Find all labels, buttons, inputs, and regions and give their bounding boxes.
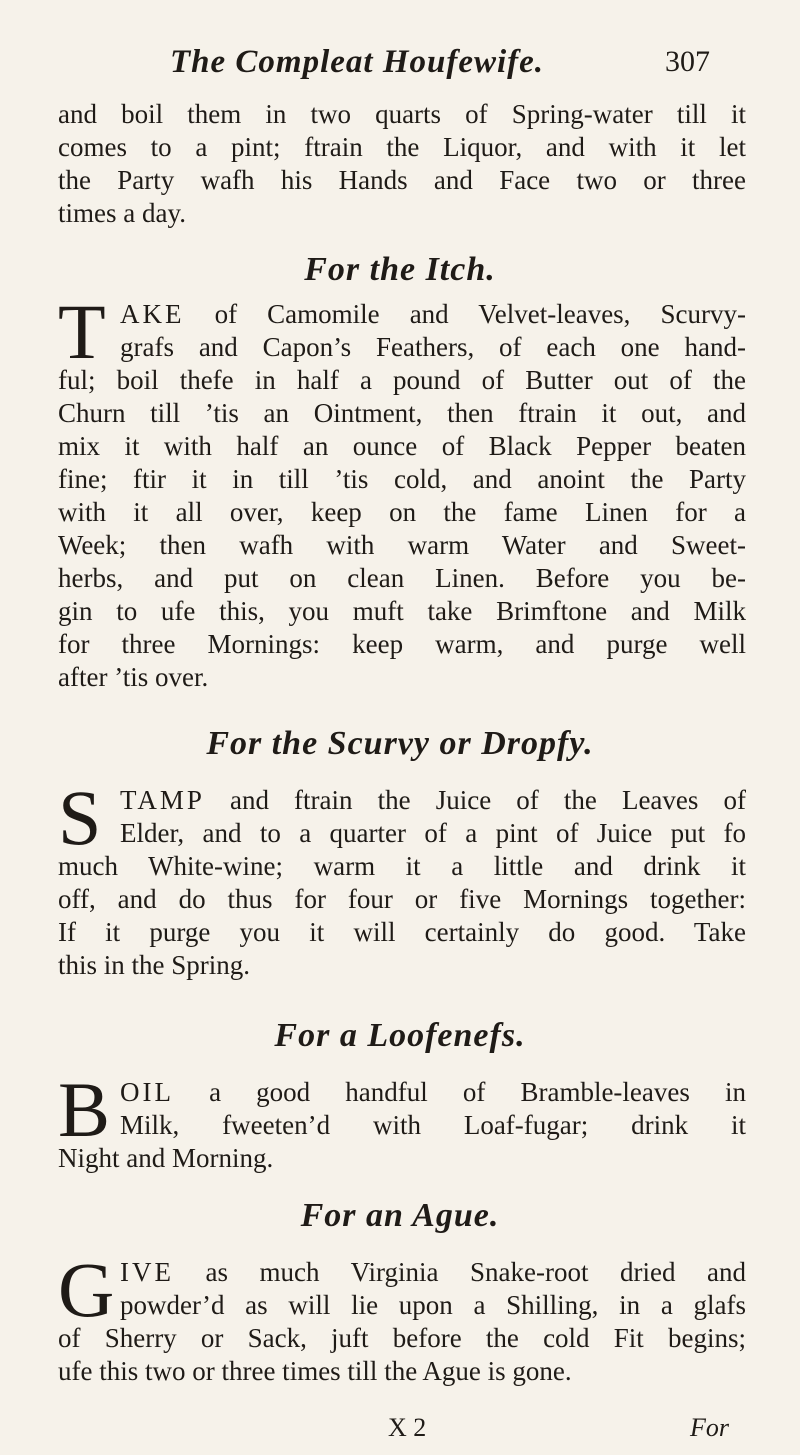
text-line: comes to a pint; ftrain the Liquor, and with it let <box>58 132 746 162</box>
intro-paragraph <box>58 98 746 230</box>
catchword: For <box>690 1413 729 1442</box>
first-word: IVE <box>120 1257 174 1287</box>
line-text: as much Virginia Snake-root dried and <box>173 1257 746 1287</box>
section-heading-ague: For an Ague. <box>300 1197 500 1234</box>
text-line: off, and do thus for four or five Mornings together: <box>58 884 746 914</box>
drop-cap: G <box>58 1246 115 1333</box>
text-line: ufe this two or three times till the Ague is gone. <box>58 1356 572 1386</box>
text-line: times a day. <box>58 198 186 228</box>
text-line: Night and Morning. <box>58 1143 274 1173</box>
page-number: 307 <box>665 45 710 78</box>
line-text: and ftrain the Juice of the Leaves of <box>204 785 746 815</box>
text-line: gin to ufe this, you muft take Brimftone and Milk <box>58 596 746 626</box>
first-word: AKE <box>120 299 185 329</box>
text-line <box>58 1076 746 1109</box>
text-line <box>58 298 746 331</box>
text-line: mix it with half an ounce of Black Pepper beaten <box>58 431 746 461</box>
section-body-scurvy <box>58 774 746 982</box>
text-line: Week; then wafh with warm Water and Sweet- <box>58 530 746 560</box>
text-line: If it purge you it will certainly do good. Take <box>58 917 746 947</box>
running-head <box>170 40 730 90</box>
drop-cap: T <box>58 288 106 375</box>
text-line: Milk, fweeten’d with Loaf-fugar; drink it <box>120 1110 746 1140</box>
text-line <box>58 1256 746 1289</box>
text-line: the Party wafh his Hands and Face two or three <box>58 165 746 195</box>
text-line: powder’d as will lie upon a Shilling, in a glafs <box>120 1290 746 1320</box>
text-line: herbs, and put on clean Linen. Before you be- <box>58 563 746 593</box>
first-word: OIL <box>120 1077 174 1107</box>
section-heading-scurvy: For the Scurvy or Dropfy. <box>206 725 594 762</box>
text-line: Elder, and to a quarter of a pint of Juice put fo <box>120 818 746 848</box>
text-line: much White-wine; warm it a little and drink it <box>58 851 746 881</box>
line-text: a good handful of Bramble-leaves in <box>173 1077 746 1107</box>
signature-mark: X 2 <box>388 1413 427 1442</box>
text-line: this in the Spring. <box>58 950 251 980</box>
text-line: with it all over, keep on the fame Linen for a <box>58 497 746 527</box>
running-head-title: The Compleat Houfewife. <box>170 44 545 80</box>
text-line <box>58 784 746 817</box>
text-line: and boil them in two quarts of Spring-water till it <box>58 99 746 129</box>
text-line: grafs and Capon’s Feathers, of each one hand- <box>120 332 746 362</box>
section-heading-itch: For the Itch. <box>304 251 496 288</box>
section-heading-loosenes: For a Loofenefs. <box>274 1017 526 1054</box>
text-line: after ’tis over. <box>58 662 209 692</box>
line-text: of Camomile and Velvet-leaves, Scurvy- <box>184 299 746 329</box>
text-line: for three Mornings: keep warm, and purge well <box>58 629 746 659</box>
text-line: Churn till ’tis an Ointment, then ftrain it out, and <box>58 398 746 428</box>
section-body-ague <box>58 1246 746 1388</box>
text-line: ful; boil thefe in half a pound of Butter out of the <box>58 365 746 395</box>
drop-cap: S <box>58 774 102 861</box>
first-word: TAMP <box>120 785 205 815</box>
section-body-itch <box>58 288 746 694</box>
drop-cap: B <box>58 1066 111 1153</box>
text-line: of Sherry or Sack, juft before the cold Fit begins; <box>58 1323 746 1353</box>
section-body-loosenes <box>58 1066 746 1175</box>
text-line: fine; ftir it in till ’tis cold, and anoint the Party <box>58 464 746 494</box>
